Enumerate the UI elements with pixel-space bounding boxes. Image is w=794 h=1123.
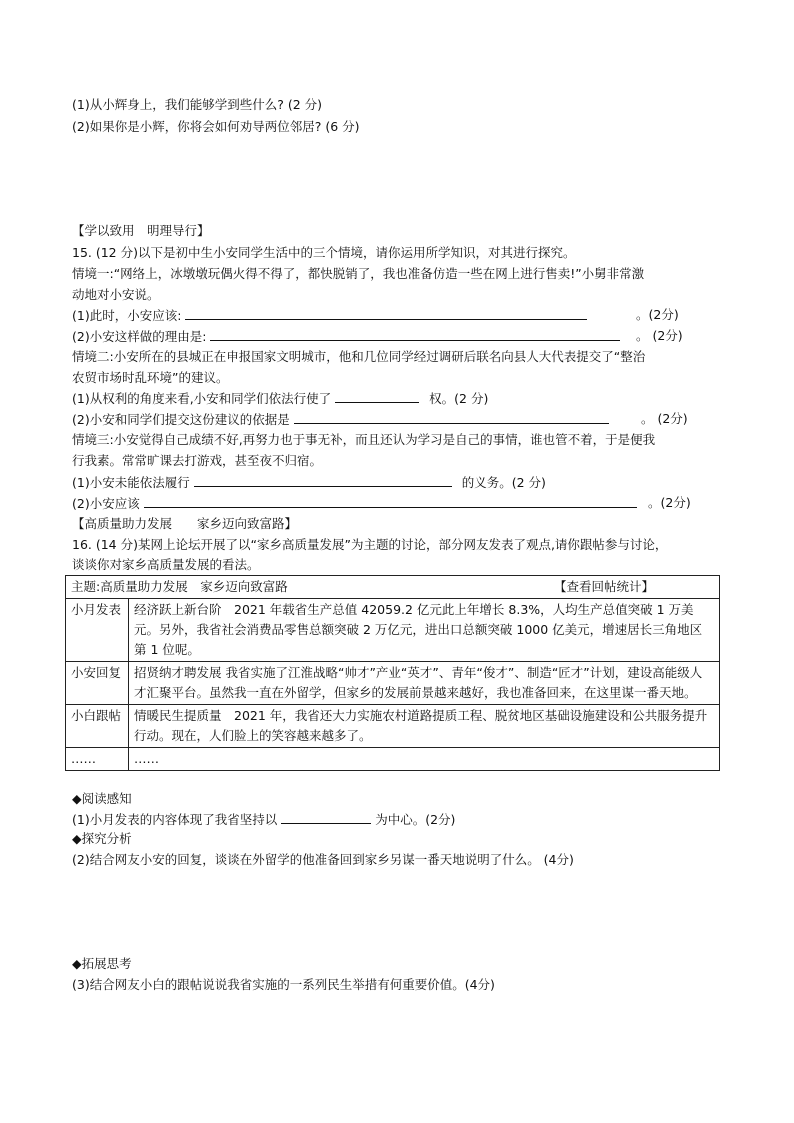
q16-intro-line1: 16. (14 分)某网上论坛开展了以“家乡高质量发展”为主题的讨论，部分网友发表了观点,请你跟帖参与讨论， <box>72 537 668 552</box>
table-row <box>66 599 720 662</box>
post-content: …… <box>129 748 720 771</box>
q15-scenario1-line2: 动地对小安说。 <box>72 287 160 302</box>
forum-table <box>65 575 720 771</box>
answer-blank[interactable] <box>185 306 587 320</box>
q15-s3-q2-label: (2)小安应该 <box>72 496 140 511</box>
explore-heading: ◆探究分析 <box>72 831 132 846</box>
q15-s3-q2-score: 。(2分) <box>648 495 691 510</box>
q16-q1 <box>72 810 455 829</box>
q16-q1-score: 为中心。(2分) <box>375 812 456 827</box>
table-row <box>66 705 720 748</box>
q15-s1-q1 <box>72 306 587 325</box>
q16-q1-label: (1)小月发表的内容体现了我省坚持以 <box>72 812 278 827</box>
section-heading-1: 【学以致用 明理导行】 <box>72 223 210 238</box>
post-content: 经济跃上新台阶 2021 年载省生产总值 42059.2 亿元此上年增长 8.3%，人均生产总值突破 1 万美元。另外，我省社会消费品零售总额突破 2 万亿元，进出口总额突破 1000 亿美元，增速居长三角地区第 1 位呢。 <box>129 599 720 662</box>
q16-intro-line2: 谈谈你对家乡高质量发展的看法。 <box>72 557 260 572</box>
poster-name: 小安回复 <box>66 662 129 705</box>
q15-s3-q1-score: 的义务。(2 分) <box>461 475 546 490</box>
answer-blank[interactable] <box>144 494 637 508</box>
q15-scenario2-line2: 农贸市场时乱环境”的建议。 <box>72 370 229 385</box>
read-heading: ◆阅读感知 <box>72 791 132 806</box>
post-content: 招贤纳才聘发展 我省实施了江淮战略“帅才”产业“英才”、青年“俊才”、制造“匠才”计划，建设高能级人才汇聚平台。虽然我一直在外留学，但家乡的发展前景越来越好，我也准备回来，在这里谋一番天地。 <box>129 662 720 705</box>
q15-s2-q1-score: 权。(2 分) <box>429 391 489 406</box>
q15-s1-q1-score: 。(2分) <box>636 307 679 322</box>
q15-s2-q2 <box>72 410 609 429</box>
answer-blank[interactable] <box>281 810 371 824</box>
forum-header <box>66 576 720 599</box>
q15-scenario3-line1: 情境三:小安觉得自己成绩不好,再努力也于事无补，而且还认为学习是自己的事情，谁也管不着，于是便我 <box>72 432 656 447</box>
q15-s1-q1-label: (1)此时，小安应该: <box>72 308 182 323</box>
q15-s1-q2-label: (2)小安这样做的理由是: <box>72 329 207 344</box>
section-heading-2: 【高质量助力发展 家乡迈向致富路】 <box>72 516 298 531</box>
q15-s2-q1 <box>72 389 488 408</box>
table-row <box>66 748 720 771</box>
answer-blank[interactable] <box>294 410 609 424</box>
extend-heading: ◆拓展思考 <box>72 956 132 971</box>
q15-scenario1-line1: 情境一:“网络上，冰墩墩玩偶火得不得了，都快脱销了，我也准备仿造一些在网上进行售卖!”小舅非常激 <box>72 266 645 281</box>
q15-s1-q2-score: 。 (2分) <box>636 328 683 343</box>
poster-name: …… <box>66 748 129 771</box>
q15-s1-q2 <box>72 327 620 346</box>
answer-blank[interactable] <box>194 473 452 487</box>
forum-header-row <box>66 576 720 599</box>
answer-blank[interactable] <box>335 389 419 403</box>
poster-name: 小月发表 <box>66 599 129 662</box>
q16-q3: (3)结合网友小白的跟帖说说我省实施的一系列民生举措有何重要价值。(4分) <box>72 977 495 992</box>
view-stats-link[interactable]: 【查看回帖统计】 <box>553 579 654 594</box>
q15-s2-q2-label: (2)小安和同学们提交这份建议的依据是 <box>72 412 290 427</box>
answer-blank[interactable] <box>210 327 620 341</box>
table-row <box>66 662 720 705</box>
poster-name: 小白跟帖 <box>66 705 129 748</box>
q15-s2-q2-score: 。 (2分) <box>641 411 688 426</box>
q15-s3-q2 <box>72 494 637 513</box>
q15-s3-q1 <box>72 473 546 492</box>
q15-intro: 15. (12 分)以下是初中生小安同学生活中的三个情境，请你运用所学知识，对其进行探究。 <box>72 245 576 260</box>
q15-scenario3-line2: 行我素。常常旷课去打游戏，甚至夜不归宿。 <box>72 453 323 468</box>
q14-sub2: (2)如果你是小辉，你将会如何劝导两位邻居? (6 分) <box>72 119 360 134</box>
q15-s2-q1-label: (1)从权利的角度来看,小安和同学们依法行使了 <box>72 391 332 406</box>
q16-q2: (2)结合网友小安的回复，谈谈在外留学的他准备回到家乡另谋一番天地说明了什么。 (4分) <box>72 852 574 867</box>
q15-s3-q1-label: (1)小安未能依法履行 <box>72 475 190 490</box>
q14-sub1: (1)从小辉身上，我们能够学到些什么? (2 分) <box>72 97 322 112</box>
q15-scenario2-line1: 情境二:小安所在的县城正在申报国家文明城市，他和几位同学经过调研后联名向县人大代表提交了“整治 <box>72 349 646 364</box>
forum-topic: 主题:高质量助力发展 家乡迈向致富路 <box>71 579 288 594</box>
post-content: 情暖民生提质量 2021 年，我省还大力实施农村道路提质工程、脱贫地区基础设施建设和公共服务提升行动。现在，人们脸上的笑容越来越多了。 <box>129 705 720 748</box>
